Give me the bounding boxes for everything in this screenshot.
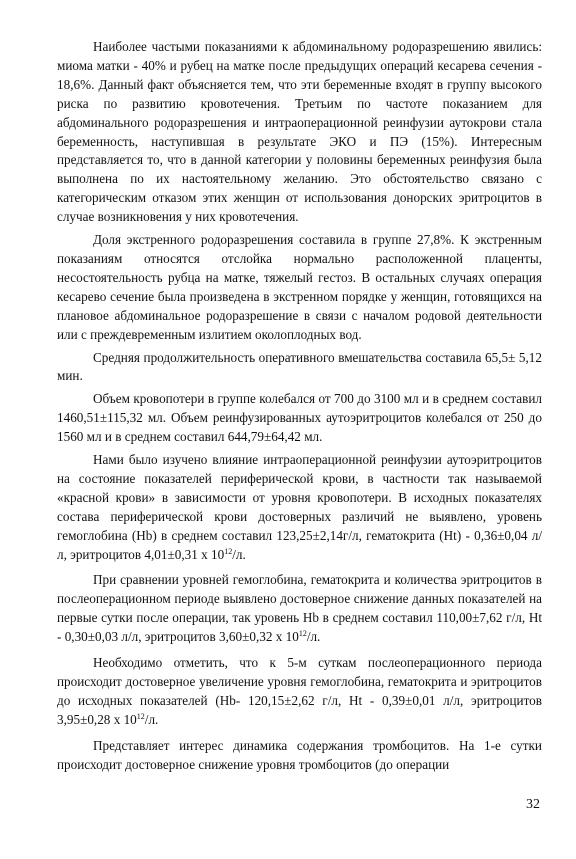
exponent: 12 (136, 711, 145, 721)
exponent: 12 (298, 629, 307, 639)
paragraph-red-blood-baseline (57, 451, 542, 564)
paragraph-blood-loss: Объем кровопотери в группе колебался от 700 до 3100 мл и в среднем составил 1460,51±115,32 мл. Объем реинфузированных аутоэритроцитов колебался от 250 до 1560 мл и в среднем составил 644,79±64,42 мл. (57, 391, 542, 445)
body-text (57, 38, 542, 775)
unit-suffix: /л. (232, 546, 246, 562)
unit-suffix: /л. (306, 629, 321, 645)
paragraph-postop-day1 (57, 571, 542, 647)
unit-suffix: /л. (144, 711, 159, 727)
paragraph-text: При сравнении уровней гемоглобина, гематокрита и количества эритроцитов в послеоперационном периоде выявлено достоверное снижение данных показателей на первые сутки после операции, так уровень Hb в среднем составил 110,00±7,62 г/л, Ht - 0,30±0,03 л/л, эритроцитов 3,60±0,32 х 10 (57, 572, 542, 645)
paragraph-indications: Наиболее частыми показаниями к абдоминальному родоразрешению явились: миома матки - 40% и рубец на матке после предыдущих операций кесарева сечения - 18,6%. Данный факт объясняется тем, что эти беременные входят в группу высокого риска по развитию кровотечения. Третьим по частоте показанием для абдоминального родоразрешения и интраоперационной реинфузии аутокрови стала беременность, наступившая в результате ЭКО и ПЭ (15%). Интересным представляется то, что в данной категории у половины беременных реинфузия была выполнена по их настоятельному желанию. Это обстоятельство связано с категорическим отказом этих женщин от использования донорских эритроцитов в случае возникновения у них кровотечения. (57, 39, 542, 225)
paragraph-emergency-delivery: Доля экстренного родоразрешения составила в группе 27,8%. К экстренным показаниям относятся отслойка нормально расположенной плаценты, несостоятельность рубца на матке, тяжелый гестоз. В остальных случаях операция кесарево сечение была произведена в экстренном порядке у женщин, готовящихся на плановое абдоминальное родоразрешение в связи с началом родовой деятельности или с преждевременным излитием околоплодных вод. (57, 232, 542, 342)
paragraph-operation-duration: Средняя продолжительность оперативного вмешательства составила 65,5± 5,12 мин. (57, 349, 542, 384)
exponent: 12 (224, 546, 233, 556)
paragraph-postop-day5 (57, 654, 542, 730)
paragraph-text: Необходимо отметить, что к 5-м суткам послеоперационного периода происходит достоверное увеличение уровня гемоглобина, гематокрита и эритроцитов до исходных показателей (Hb- 120,15±2,62 г/л, Ht - 0,39±0,01 л/л, эритроцитов 3,95±0,28 х 10 (57, 655, 542, 727)
paragraph-text: Нами было изучено влияние интраоперационной реинфузии аутоэритроцитов на состояние показателей периферической крови, в частности так называемой «красной крови» в зависимости от уровня кровопотери. В исходных показателях состава периферической крови достоверных различий не выявлено, уровень гемоглобина (Hb) в среднем составил 123,25±2,14г/л, гематокрита (Ht) - 0,36±0,04 л/л, эритроцитов 4,01±0,31 х 10 (57, 452, 542, 562)
paragraph-platelets: Представляет интерес динамика содержания тромбоцитов. На 1-е сутки происходит достоверное снижение уровня тромбоцитов (до операции (57, 737, 542, 772)
page-number: 32 (526, 797, 540, 812)
